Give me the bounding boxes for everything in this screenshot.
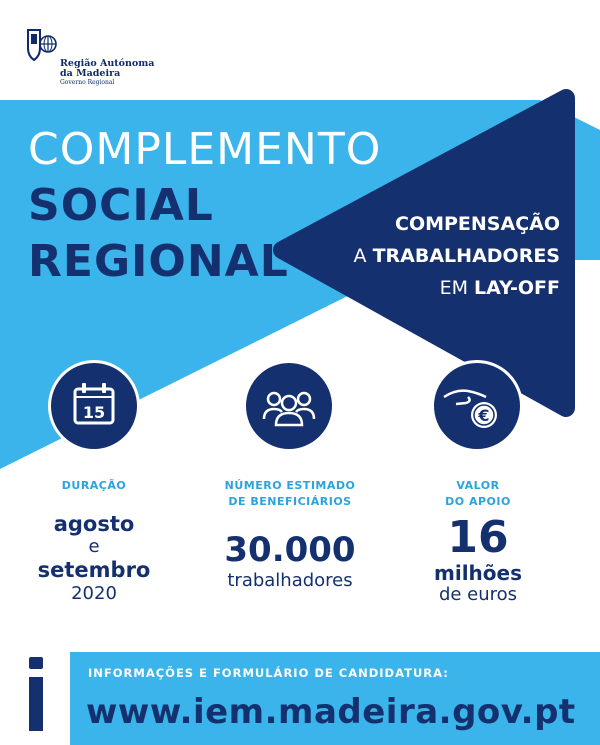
subtitle-line-3-prefix: EM [439, 277, 475, 299]
logo-line-3: Governo Regional [60, 79, 115, 86]
info-box [70, 652, 600, 745]
logo [24, 26, 154, 87]
duration-label: DURAÇÃO [61, 479, 127, 492]
website-link[interactable]: www.iem.madeira.gov.pt [86, 692, 576, 732]
value-unit-bold: milhões [434, 561, 522, 585]
subtitle-line-1: COMPENSAÇÃO [395, 213, 560, 235]
subtitle-line-2-prefix: A [353, 245, 373, 267]
duration-month-1: agosto [53, 512, 135, 536]
svg-text:€: € [478, 406, 490, 425]
calendar-icon [51, 363, 137, 449]
duration-year: 2020 [71, 583, 117, 604]
euro-coin-hand-icon [434, 363, 520, 449]
duration-conjunction: e [88, 536, 100, 557]
info-icon [26, 657, 46, 731]
beneficiaries-value: 30.000 [224, 530, 356, 570]
madeira-coat-icon [24, 26, 58, 64]
title-line-2: SOCIAL [28, 180, 214, 231]
beneficiaries-label-2: DE BENEFICIÁRIOS [228, 495, 352, 508]
title-line-3: REGIONAL [28, 236, 289, 287]
info-label: INFORMAÇÕES E FORMULÁRIO DE CANDIDATURA: [88, 666, 449, 680]
people-circle [243, 360, 335, 452]
calendar-day: 15 [82, 403, 106, 422]
beneficiaries-label-1: NÚMERO ESTIMADO [224, 479, 356, 492]
subtitle-line-3-bold: LAY-OFF [474, 277, 560, 299]
stat-duration [24, 478, 164, 606]
stat-value [408, 478, 548, 606]
value-label-1: VALOR [456, 479, 500, 492]
stat-beneficiaries [200, 478, 380, 592]
duration-month-2: setembro [37, 558, 151, 582]
value-amount: 16 [447, 512, 509, 563]
subtitle [354, 208, 560, 304]
value-label-2: DO APOIO [445, 495, 511, 508]
subtitle-line-2-bold: TRABALHADORES [372, 245, 560, 267]
logo-line-1: Região Autónoma [60, 58, 155, 69]
title-line-1: COMPLEMENTO [28, 124, 382, 175]
logo-line-2: da Madeira [60, 68, 121, 79]
page-title [28, 122, 381, 290]
calendar-circle [48, 360, 140, 452]
beneficiaries-unit: trabalhadores [227, 570, 353, 591]
value-unit: de euros [438, 584, 518, 605]
euro-circle [431, 360, 523, 452]
people-icon [246, 363, 332, 449]
